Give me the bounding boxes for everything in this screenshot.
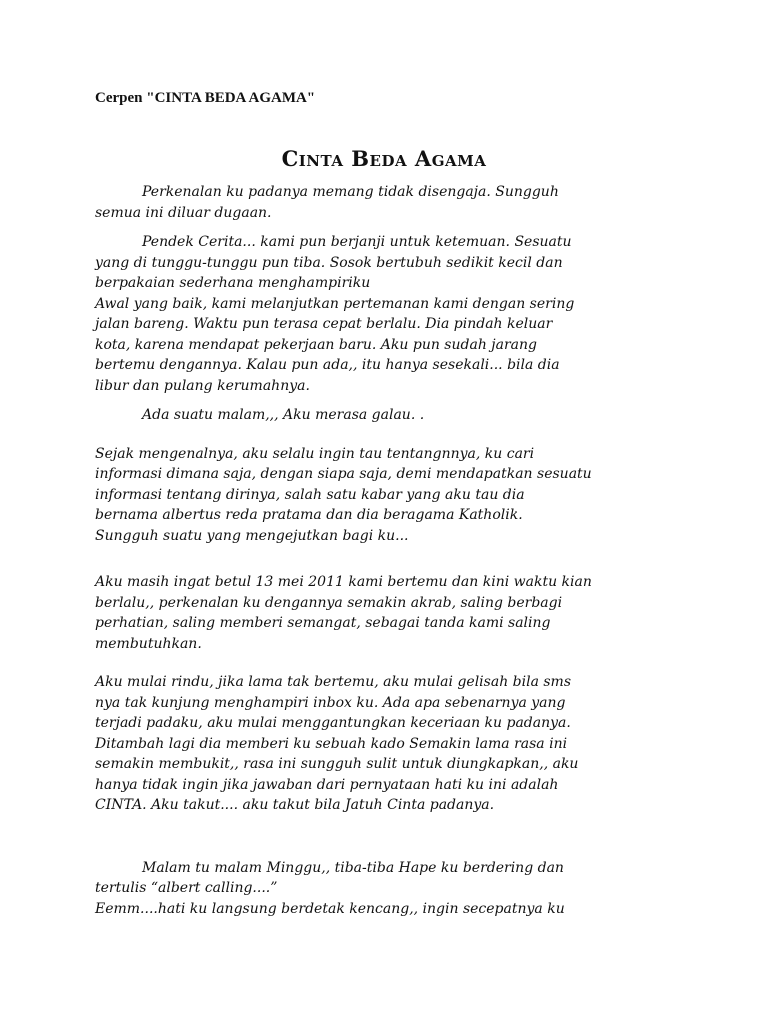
document-header: Cerpen "CINTA BEDA AGAMA" <box>95 90 316 106</box>
paragraph-4: Ada suatu malam,,, Aku merasa galau. . <box>142 407 425 423</box>
paragraph-7: Aku mulai rindu, jika lama tak bertemu, aku mulai gelisah bila sms nya tak kunjung menghampiri inbox ku. Ada apa sebenarnya yang terjadi padaku, aku mulai menggantungkan keceriaan ku padanya. Ditambah lagi dia memberi ku sebuah kado Semakin lama rasa ini semakin membukit,, rasa ini sungguh sulit untuk diungkapkan,, aku hanya tidak ingin jika jawaban dari pernyataan hati ku ini adalah CINTA. Aku takut.... aku takut bila Jatuh Cinta padanya. <box>95 674 579 813</box>
paragraph-1: Perkenalan ku padanya memang tidak disengaja. Sungguh semua ini diluar dugaan. <box>95 184 559 221</box>
story-title: Cinta Beda Agama <box>281 146 487 171</box>
paragraph-9: Eemm....hati ku langsung berdetak kencang,, ingin secepatnya ku <box>95 900 565 917</box>
paragraph-5: Sejak mengenalnya, aku selalu ingin tau tentangnnya, ku cari informasi dimana saja, dengan siapa saja, demi mendapatkan sesuatu informasi tentang dirinya, salah satu kabar yang aku tau dia bernama albertus reda pratama dan dia beragama Katholik. Sungguh suatu yang mengejutkan bagi ku... <box>95 445 592 544</box>
story-body <box>95 182 685 919</box>
paragraph-3: Awal yang baik, kami melanjutkan pertemanan kami dengan sering jalan bareng. Waktu pun terasa cepat berlalu. Dia pindah keluar kota, karena mendapat pekerjaan baru. Aku pun sudah jarang bertemu dengannya. Kalau pun ada,, itu hanya sesekali... bila dia libur dan pulang kerumahnya. <box>95 295 575 394</box>
paragraph-6: Aku masih ingat betul 13 mei 2011 kami bertemu dan kini waktu kian berlalu,, perkenalan ku dengannya semakin akrab, saling berbagi perhatian, saling memberi semangat, sebagai tanda kami saling membutuhkan. <box>95 574 592 652</box>
paragraph-8: Malam tu malam Minggu,, tiba-tiba Hape ku berdering dan tertulis “albert calling....” <box>95 859 564 896</box>
paragraph-2: Pendek Cerita... kami pun berjanji untuk ketemuan. Sesuatu yang di tunggu-tunggu pun tiba. Sosok bertubuh sedikit kecil dan berpakaian sederhana menghampiriku <box>95 234 572 291</box>
